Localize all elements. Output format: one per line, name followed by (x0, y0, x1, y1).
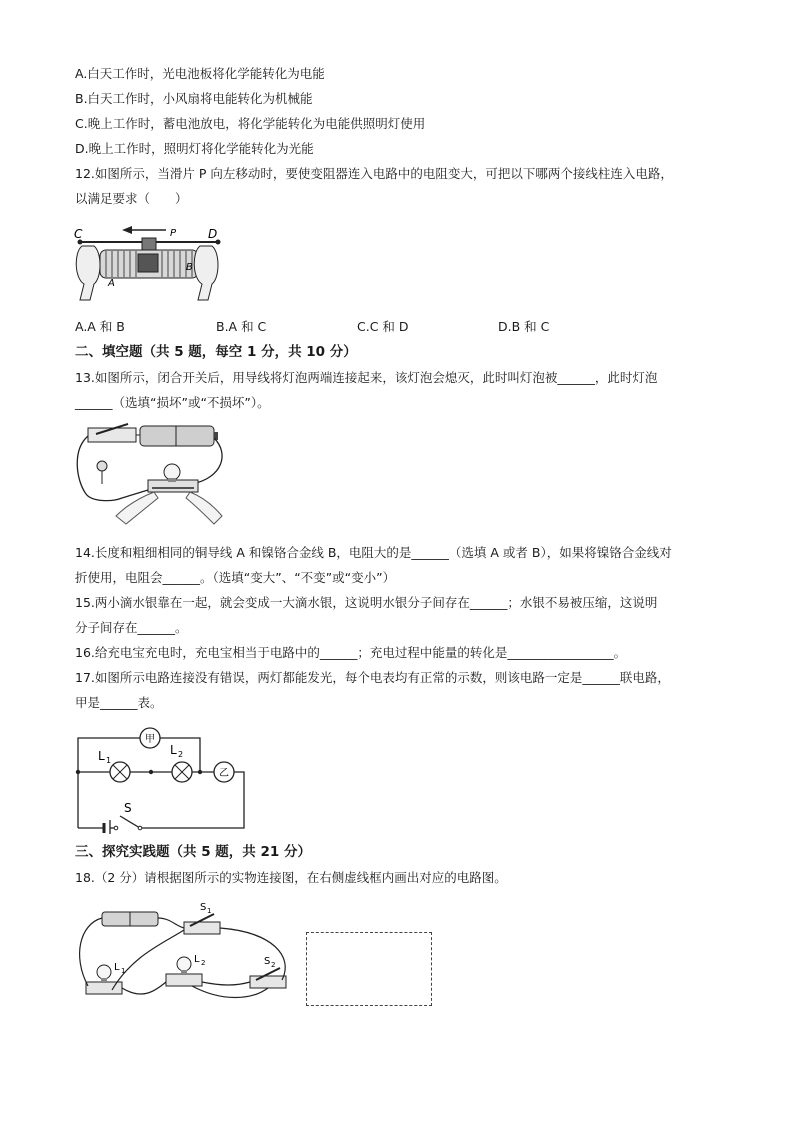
switch-s2-subscript: 2 (271, 961, 276, 969)
q16-line1: 16.给充电宝充电时，充电宝相当于电路中的______；充电过程中能量的转化是_________________。 (75, 645, 627, 660)
q12-stem-line1: 12.如图所示，当滑片 P 向左移动时，要使变阻器连入电路中的电阻变大，可把以下哪两个接线柱连入电路， (75, 166, 673, 181)
answer-dashed-box[interactable] (306, 932, 432, 1006)
q17-circuit-diagram (72, 724, 252, 834)
terminal-b-label: B (186, 262, 193, 273)
q17-line2: 甲是______表。 (75, 695, 163, 710)
switch-s-label: S (124, 801, 132, 815)
lamp-l1-subscript: 1 (106, 756, 112, 765)
q14-line2: 折使用，电阻会______。（选填“变大”、“不变”或“变小”） (75, 570, 396, 585)
section3-heading: 三、探究实践题（共 5 题，共 21 分） (75, 844, 311, 860)
lamp-l2-subscript: 2 (201, 959, 206, 967)
q17-line1: 17.如图所示电路连接没有错误，两灯都能发光，每个电表均有正常的示数，则该电路一定是______联电路， (75, 670, 670, 685)
q15-line1: 15.两小滴水银靠在一起，就会变成一大滴水银，这说明水银分子间存在______；水银不易被压缩，这说明 (75, 595, 658, 610)
short-circuit-figure (72, 420, 234, 530)
q15-line2: 分子间存在______。 (75, 620, 188, 635)
lamp-l2-label: L (170, 743, 177, 757)
q12-option-a: A.A 和 B (75, 319, 125, 334)
q11-option-a: A.白天工作时，光电池板将化学能转化为电能 (75, 66, 325, 81)
slider-p-label: P (170, 228, 177, 239)
terminal-d-label: D (208, 227, 218, 241)
lamp-l2-label: L (194, 954, 200, 965)
terminal-c-label: C (74, 227, 83, 241)
lamp-l1-label: L (98, 749, 105, 763)
switch-s2-label: S (264, 956, 271, 967)
switch-s1-subscript: 1 (207, 907, 212, 915)
q12-option-d: D.B 和 C (498, 319, 550, 334)
switch-s1-label: S (200, 902, 207, 913)
lamp-l2-subscript: 2 (178, 750, 184, 759)
section2-heading: 二、填空题（共 5 题，每空 1 分，共 10 分） (75, 344, 357, 360)
q12-option-c: C.C 和 D (357, 319, 409, 334)
lamp-l1-subscript: 1 (121, 967, 126, 975)
q18-physical-circuit (72, 896, 304, 1006)
q14-line1: 14.长度和粗细相同的铜导线 A 和镍铬合金线 B，电阻大的是______（选填 A 或者 B），如果将镍铬合金线对 (75, 545, 672, 560)
terminal-a-label: A (108, 278, 115, 289)
q11-option-d: D.晚上工作时，照明灯将化学能转化为光能 (75, 141, 314, 156)
meter-yi-label: 乙 (219, 768, 229, 779)
q11-option-c: C.晚上工作时，蓄电池放电，将化学能转化为电能供照明灯使用 (75, 116, 426, 131)
q13-line1: 13.如图所示，闭合开关后，用导线将灯泡两端连接起来，该灯泡会熄灭，此时叫灯泡被______，此时灯泡 (75, 370, 658, 385)
q11-option-b: B.白天工作时，小风扇将电能转化为机械能 (75, 91, 313, 106)
q12-stem-line2: 以满足要求（ ） (75, 191, 188, 206)
meter-jia-label: 甲 (145, 734, 155, 745)
q13-line2: ______（选填“损坏”或“不损坏”）。 (75, 395, 270, 410)
lamp-l1-label: L (114, 962, 120, 973)
q18-line1: 18.（2 分）请根据图所示的实物连接图，在右侧虚线框内画出对应的电路图。 (75, 870, 507, 885)
q12-option-b: B.A 和 C (216, 319, 267, 334)
rheostat-figure (72, 222, 224, 306)
